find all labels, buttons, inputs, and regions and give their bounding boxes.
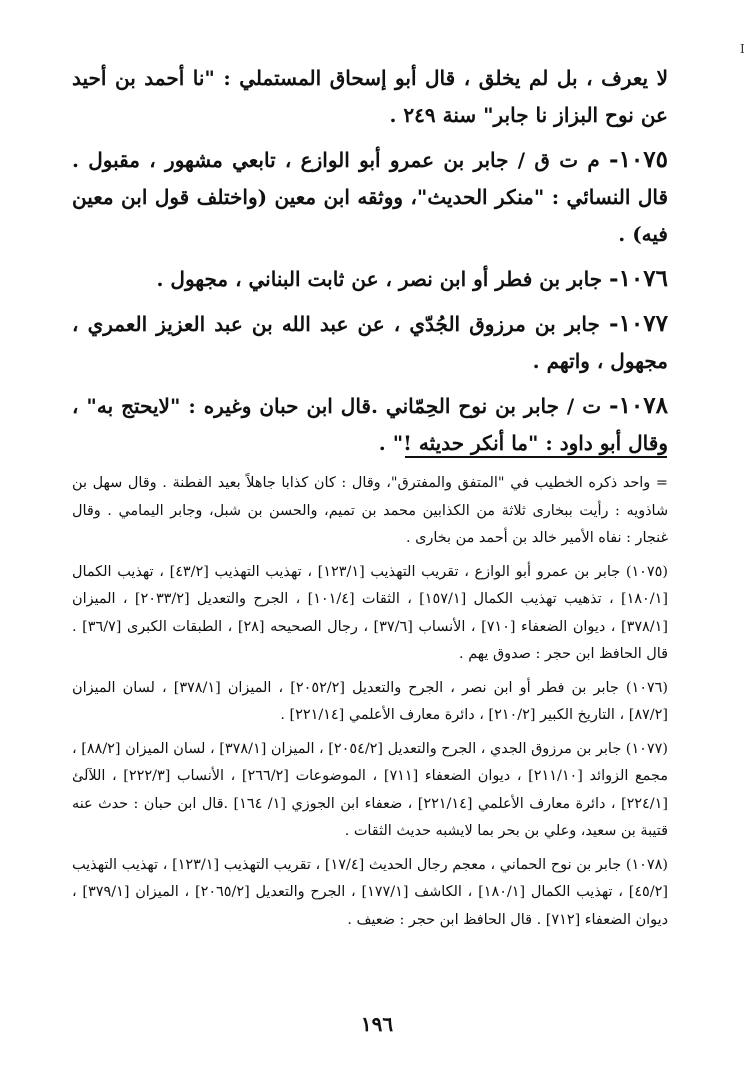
entry-number: ١٠٧٦- [609, 265, 668, 292]
continuation-paragraph: لا يعرف ، بل لم يخلق ، قال أبو إسحاق المستملي : "نا أحمد بن أحيد عن نوح البزاز نا جابر" سنة ٢٤٩ . [72, 66, 668, 127]
footnotes [72, 470, 668, 940]
page-number: ١٩٦ [360, 1012, 394, 1036]
main-text [72, 60, 668, 469]
entry-number: ١٠٧٨- [609, 392, 668, 419]
entry-text: جابر بن مرزوق الجُدّي ، عن عبد الله بن عبد العزيز العمري ، مجهول ، واتهم . [72, 312, 668, 373]
entry-text: جابر بن فطر أو ابن نصر ، عن ثابت البناني ، مجهول . [156, 267, 603, 291]
entry-number: ١٠٧٧- [609, 310, 668, 337]
entry-1077 [72, 305, 668, 380]
footnote-1078: (١٠٧٨) جابر بن نوح الحماني ، معجم رجال الحديث [١٧/٤] ، تقريب التهذيب [١٢٣/١] ، تهذيب التهذيب [٤٥/٢] ، تهذيب الكمال [١٨٠/١] ، الكاشف [١٧٧/١] ، الجرح والتعديل [٢٠٦٥/٢] ، الميزان [٣٧٩/١] ، ديوان الضعفاء [٧١٢] . قال الحافظ ابن حجر : ضعيف . [72, 856, 668, 928]
entry-text: م ت ق / جابر بن عمرو أبو الوازع ، تابعي مشهور ، مقبول . قال النسائي : "منكر الحديث"، ووثقه ابن معين (واختلف قول ابن معين فيه) . [72, 148, 668, 246]
footnote-1075: (١٠٧٥) جابر بن عمرو أبو الوازع ، تقريب التهذيب [١٢٣/١] ، تهذيب التهذيب [٤٣/٢] ، تهذيب الكمال [١٨٠/١] ، تذهيب تهذيب الكمال [١٥٧/١] ، الثقات [١٠١/٤] ، الجرح والتعديل [٢٠٣٣/٢] ، الميزان [٣٧٨/١] ، ديوان الضعفاء [٧١٠] ، الأنساب [٣٧/٦] ، رجال الصحيحه [٢٨] ، الطبقات الكبرى [٣٦/٧] . قال الحافظ ابن حجر : صدوق يهم . [72, 563, 668, 662]
entry-text: ت / جابر بن نوح الحِمّاني .قال ابن حبان وغيره : "لايحتج به" ، وقال أبو داود : "ما أنكر حديثه !" . [72, 394, 668, 455]
entry-1075 [72, 141, 668, 253]
footnote-1076: (١٠٧٦) جابر بن فطر أو ابن نصر ، الجرح والتعديل [٢٠٥٢/٢] ، الميزان [٣٧٨/١] ، لسان الميزان [٨٧/٢] ، التاريخ الكبير [٢١٠/٢] ، دائرة معارف الأعلمي [٢٢١/١٤] . [72, 679, 669, 723]
footnote-separator [405, 456, 667, 458]
entry-1076 [72, 260, 668, 298]
footnote-1077: (١٠٧٧) جابر بن مرزوق الجدي ، الجرح والتعديل [٢٠٥٤/٢] ، الميزان [٣٧٨/١] ، لسان الميزان [٨٨/٢] ، مجمع الزوائد [٢١١/١٠] ، ديوان الضعفاء [٧١١] ، الموضوعات [٢٦٦/٢] ، الأنساب [٢٢٢/٣] ، اللآلئ [٢٢٤/١] ، دائرة معارف الأعلمي [٢٢١/١٤] ، ضعفاء ابن الجوزي [١/ ١٦٤] .قال ابن حبان : حدث عنه قتيبة بن سعيد، وعلي بن بحر بما لايشبه حديث الثقات . [72, 740, 669, 839]
margin-mark: I [740, 42, 745, 56]
footnote-continuation: = واحد ذكره الخطيب في "المتفق والمفترق"، وقال : كان كذابا جاهلاً بعيد الفطنة . وقال سهل بن شاذويه : رأيت ببخارى ثلاثة من الكذابين محمد بن تميم، والحسن بن شبل، وجابر اليمامي . وقال غنجار : نفاه الأمير خالد بن أحمد من بخارى . [72, 475, 668, 546]
entry-1078 [72, 387, 668, 462]
entry-number: ١٠٧٥- [609, 146, 668, 173]
